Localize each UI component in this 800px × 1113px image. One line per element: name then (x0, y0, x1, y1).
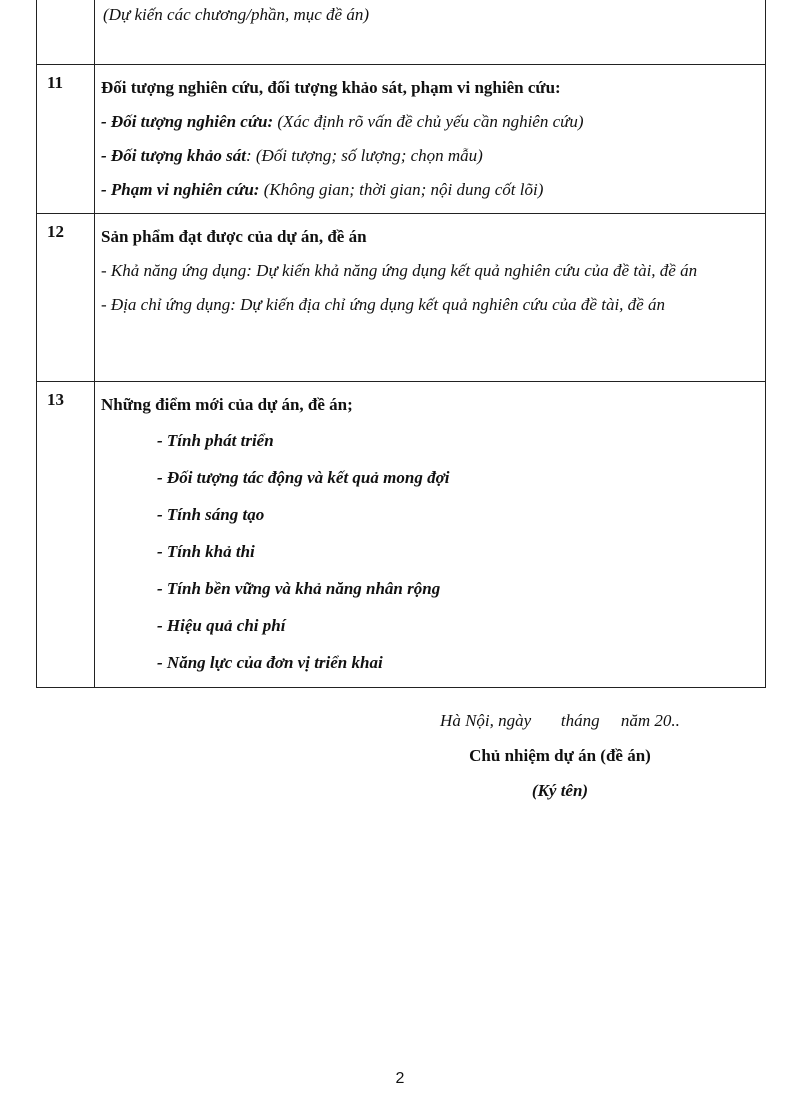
table-row (37, 213, 766, 381)
row-content (95, 64, 766, 213)
table-row (37, 64, 766, 213)
row-number: 11 (37, 64, 95, 213)
signature-title: Chủ nhiệm dự án (đề án) (469, 746, 651, 765)
list-item: - Tính sáng tạo (157, 504, 265, 524)
list-item: - Tính phát triển (157, 430, 274, 450)
row-content (95, 0, 766, 64)
list-item: - Phạm vi nghiên cứu: (Không gian; thời gian; nội dung cốt lõi) (101, 179, 544, 199)
row-number: 12 (37, 213, 95, 381)
list-item: - Đối tượng nghiên cứu: (Xác định rõ vấn đề chủ yếu cần nghiên cứu) (101, 111, 584, 131)
row-heading: Đối tượng nghiên cứu, đối tượng khảo sát, phạm vi nghiên cứu: (101, 77, 561, 97)
row-heading: Sản phẩm đạt được của dự án, đề án (101, 226, 367, 246)
table-row (37, 381, 766, 687)
list-item: - Đối tượng khảo sát: (Đối tượng; số lượng; chọn mẫu) (101, 145, 483, 165)
signature-note: (Ký tên) (531, 781, 589, 800)
list-item: - Đối tượng tác động và kết quả mong đợi (157, 467, 450, 487)
row-number (37, 0, 95, 64)
list-item: - Tính bền vững và khả năng nhân rộng (157, 578, 441, 598)
page-number: 2 (395, 1070, 405, 1087)
signature-date: Hà Nội, ngày tháng năm 20.. (440, 711, 680, 730)
row-number: 13 (37, 381, 95, 687)
proposal-table (36, 0, 766, 688)
table-row (37, 0, 766, 64)
list-item: - Tính khả thi (157, 541, 255, 561)
list-item: - Địa chỉ ứng dụng: Dự kiến địa chỉ ứng dụng kết quả nghiên cứu của đề tài, đề án (101, 294, 665, 314)
list-item: - Khả năng ứng dụng: Dự kiến khả năng ứng dụng kết quả nghiên cứu của đề tài, đề án (101, 260, 698, 280)
chapter-note: (Dự kiến các chương/phần, mục đề án) (103, 5, 370, 24)
list-item: - Năng lực của đơn vị triển khai (157, 652, 383, 672)
row-content (95, 213, 766, 381)
list-item: - Hiệu quả chi phí (157, 615, 286, 635)
row-heading: Những điểm mới của dự án, đề án; (101, 394, 353, 414)
row-content (95, 381, 766, 687)
